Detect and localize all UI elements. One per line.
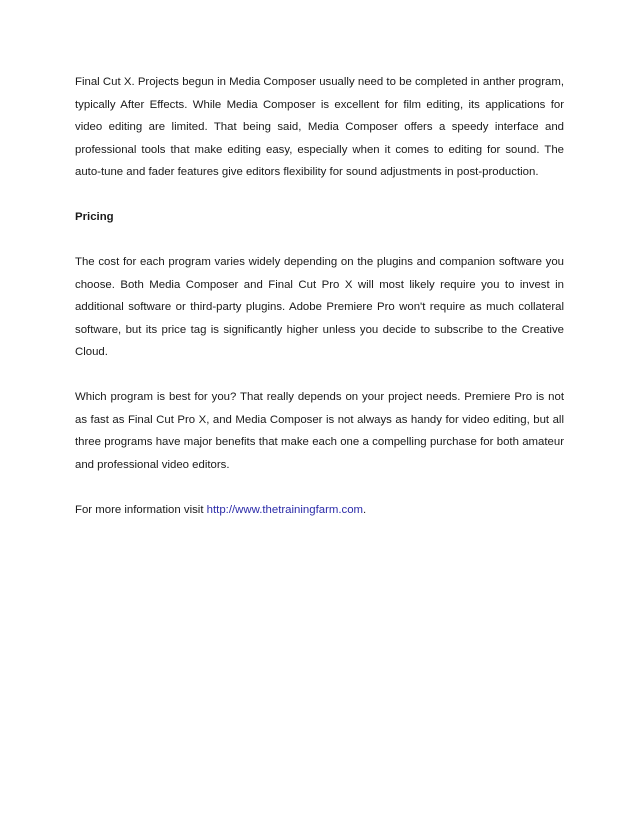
conclusion-paragraph: Which program is best for you? That really depends on your project needs. Premiere Pro is not as fast as Final Cut Pro X, and Media Composer is not always as handy for video editing, but all three programs have major benefits that make each one a compelling purchase for both amateur and professional video editors.	[75, 391, 564, 471]
more-info-prefix: For more information visit	[75, 503, 207, 516]
training-farm-link[interactable]: http://www.thetrainingfarm.com	[206, 503, 364, 516]
paragraph-spacer	[75, 184, 564, 207]
pricing-paragraph: The cost for each program varies widely depending on the plugins and companion software you choose. Both Media Composer and Final Cut Pro X will most likely require you to invest in additional software or third-party plugins. Adobe Premiere Pro won't require as much collateral software, but its price tag is significantly higher unless you decide to subscribe to the Creative Cloud.	[75, 256, 564, 358]
paragraph-spacer	[75, 476, 564, 499]
paragraph-spacer	[75, 364, 564, 387]
pricing-heading: Pricing	[75, 211, 114, 223]
more-info-paragraph	[75, 499, 564, 522]
paragraph-spacer	[75, 229, 564, 252]
intro-paragraph: Final Cut X. Projects begun in Media Composer usually need to be completed in anther program, typically After Effects. While Media Composer is excellent for film editing, its applications for video editing are limited. That being said, Media Composer offers a speedy interface and professional tools that make editing easy, especially when it comes to editing for sound. The auto-tune and fader features give editors flexibility for sound adjustments in post-production.	[75, 76, 564, 178]
more-info-suffix: .	[363, 503, 367, 516]
